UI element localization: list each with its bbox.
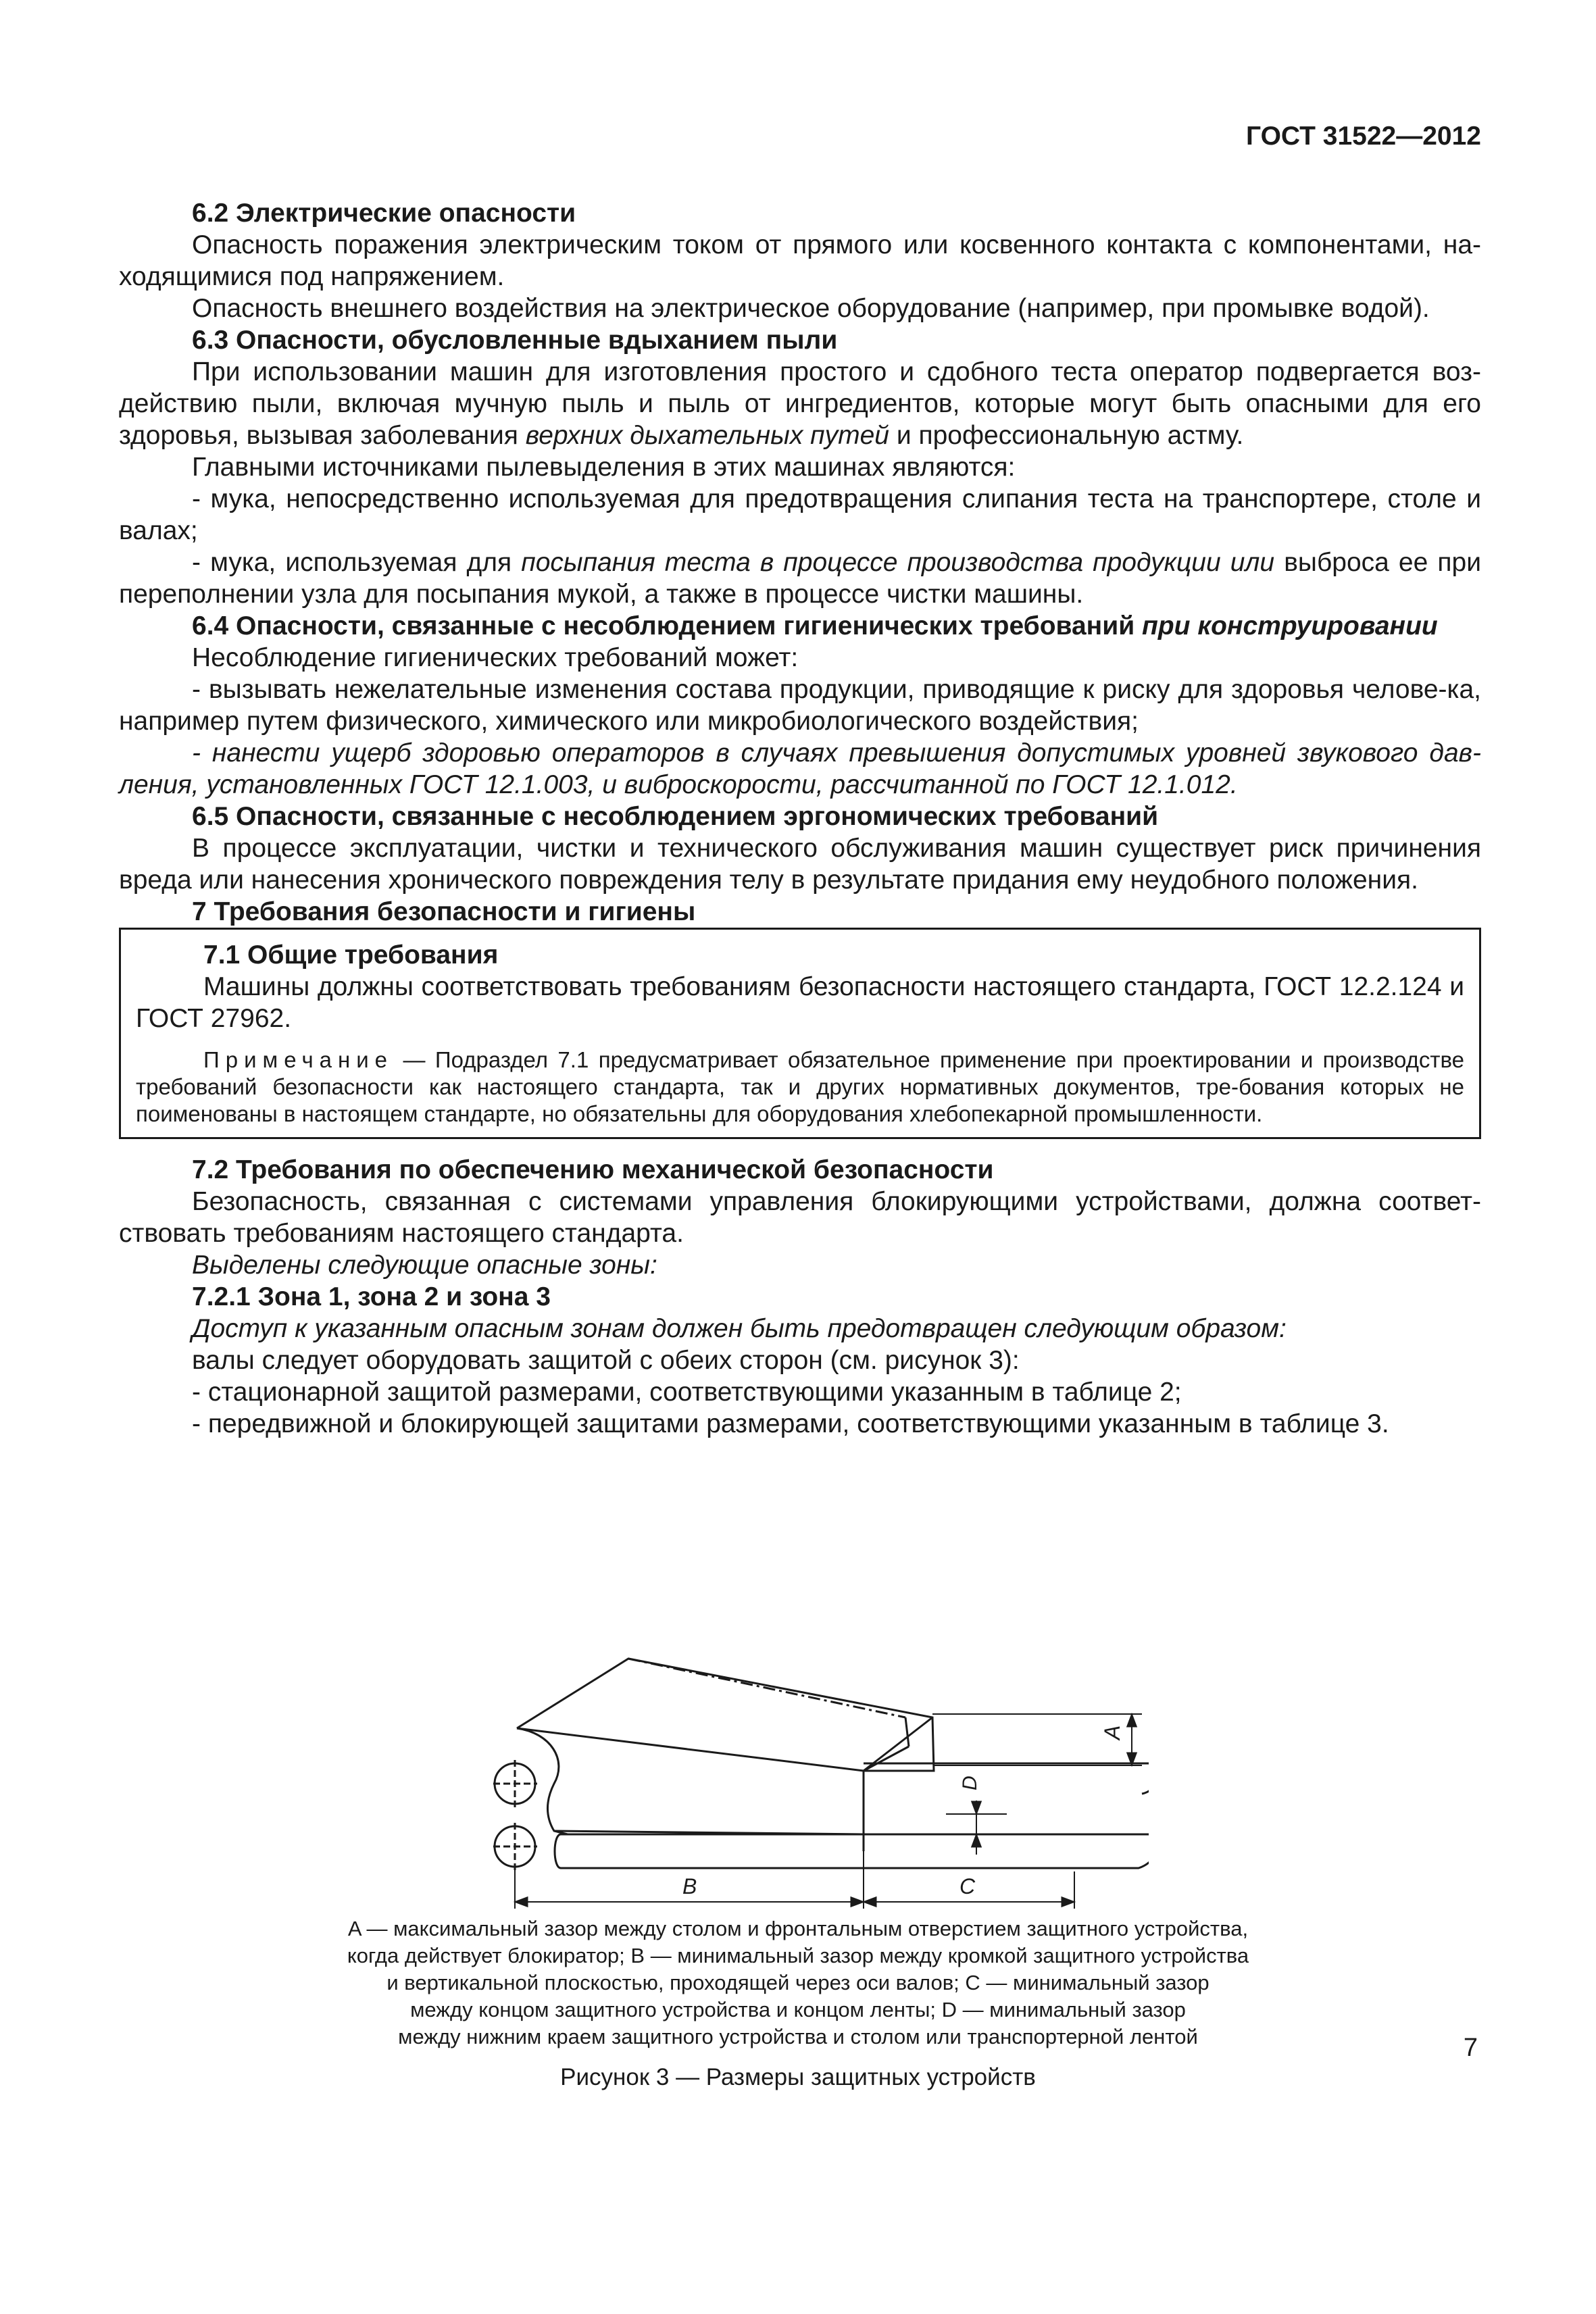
roller-lower [493, 1823, 537, 1870]
figure-title: Рисунок 3 — Размеры защитных устройств [560, 2064, 1036, 2090]
s72-paragraph-4: валы следует оборудовать защитой с обеих сторон (см. рисунок 3): [192, 1346, 1020, 1375]
guard-dimensions-diagram [473, 1638, 1149, 1909]
section-7-1-frame [119, 928, 1481, 1139]
section-6-3-title: 6.3 Опасности, обусловленные вдыханием пыли [192, 326, 838, 355]
note-label: Примечание [203, 1047, 394, 1072]
s64-paragraph-2: - вызывать нежелательные изменения состава продукции, приводящие к риску для здоровья челове-ка, например путем физического, химического или микробиологического воздействия; [119, 675, 1481, 736]
figure-legend: A — максимальный зазор между столом и фронтальным отверстием защитного устройства, когда действует блокиратор; B — минимальный зазор между кромкой защитного устройства и вертикальной плоскостью, проходящей через оси валов; C — минимальный зазор между концом защитного устройства и концом ленты; D — минимальный зазор между нижним краем защитного устройства и столом или транспортерной лентой [347, 1917, 1249, 2048]
s71-note: Примечание — Подраздел 7.1 предусматривает обязательное применение при проектировании и производстве требований безопасности как настоящего стандарта, так и других нормативных документов, тре-бования которых не поименованы в настоящем стандарте, но обязательны для оборудования хлебопекарной промышленности. [136, 1047, 1464, 1126]
s63-paragraph-1: При использовании машин для изготовления простого и сдобного теста оператор подвергается воз-действию пыли, включая мучную пыль и пыль от ингредиентов, которые могут быть опасными для его здоровья, вызывая заболевания верхних дыхательных путей и профессиональную астму. [119, 357, 1481, 450]
conveyor-belt [555, 1763, 1149, 1868]
s72-paragraph-2: Выделены следующие опасные зоны: [192, 1251, 657, 1280]
svg-text:D: D [959, 1776, 981, 1790]
s71-paragraph-1: Машины должны соответствовать требованиям безопасности настоящего стандарта, ГОСТ 12.2.124 и ГОСТ 27962. [136, 972, 1464, 1033]
section-7-title: 7 Требования безопасности и гигиены [192, 897, 696, 926]
section-6-5-title: 6.5 Опасности, связанные с несоблюдением эргономических требований [192, 802, 1159, 831]
roller-upper [493, 1760, 537, 1807]
s62-paragraph-2: Опасность внешнего воздействия на электрическое оборудование (например, при промывке водой). [192, 294, 1430, 323]
svg-text:C: C [959, 1874, 976, 1898]
s63-paragraph-3: - мука, непосредственно используемая для предотвращения слипания теста на транспортере, столе и валах; [119, 484, 1481, 545]
s62-paragraph-1: Опасность поражения электрическим током от прямого или косвенного контакта с компонентами, на-ходящимися под напряжением. [119, 230, 1481, 291]
protective-guard [517, 1659, 934, 1851]
s72-paragraph-3: Доступ к указанным опасным зонам должен быть предотвращен следующим образом: [192, 1314, 1287, 1343]
section-6-2-title: 6.2 Электрические опасности [192, 199, 576, 228]
s64-paragraph-1: Несоблюдение гигиенических требований может: [192, 643, 799, 672]
dimension-d [946, 1776, 1007, 1855]
s65-paragraph-1: В процессе эксплуатации, чистки и технического обслуживания машин существует риск причинения вреда или нанесения хронического повреждения телу в результате придания ему неудобного положения. [119, 834, 1481, 895]
s63-paragraph-2: Главными источниками пылевыделения в этих машинах являются: [192, 453, 1016, 482]
svg-text:A: A [1100, 1725, 1124, 1740]
section-6-4-title: 6.4 Опасности, связанные с несоблюдением гигиенических требований при конструировании [192, 611, 1438, 640]
document-body [119, 197, 1481, 1440]
s63-paragraph-4: - мука, используемая для посыпания теста в процессе производства продукции или выброса ее при переполнении узла для посыпания мукой, а также в процессе чистки машины. [119, 548, 1481, 609]
s72-paragraph-5: - стационарной защитой размерами, соответствующими указанным в таблице 2; [192, 1378, 1182, 1407]
section-7-2-1-title: 7.2.1 Зона 1, зона 2 и зона 3 [192, 1282, 551, 1311]
section-7-1-title: 7.1 Общие требования [203, 940, 499, 970]
s72-paragraph-6: - передвижной и блокирующей защитами размерами, соответствующими указанным в таблице 3. [192, 1409, 1389, 1438]
section-7-2-title: 7.2 Требования по обеспечению механической безопасности [192, 1155, 994, 1184]
s72-paragraph-1: Безопасность, связанная с системами управления блокирующими устройствами, должна соответ-ствовать требованиям настоящего стандарта. [119, 1187, 1481, 1248]
dimension-a [932, 1714, 1142, 1765]
dimension-b-c [515, 1851, 1074, 1909]
s64-paragraph-3: - нанести ущерб здоровью операторов в случаях превышения допустимых уровней звукового дав-ления, установленных ГОСТ 12.1.003, и виброскорости, рассчитанной по ГОСТ 12.1.012. [119, 738, 1481, 799]
document-code: ГОСТ 31522—2012 [1246, 122, 1481, 151]
svg-text:B: B [682, 1874, 697, 1898]
page-number: 7 [1463, 2034, 1478, 2062]
